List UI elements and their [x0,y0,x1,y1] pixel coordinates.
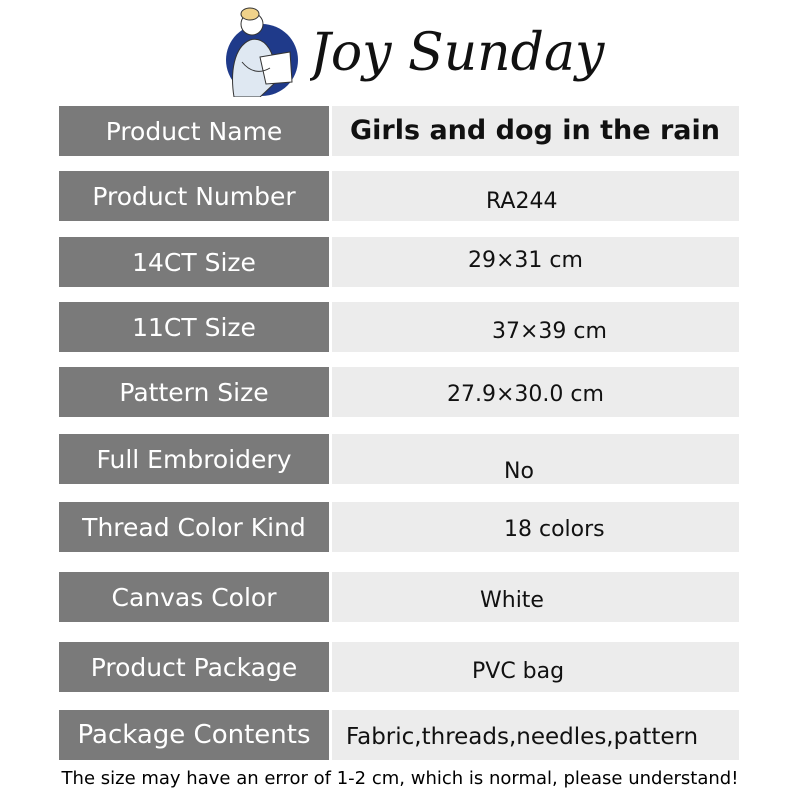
brand-header [0,0,800,100]
spec-value [332,171,739,221]
brand-name: Joy Sunday [310,23,605,83]
spec-label: Thread Color Kind [59,502,329,552]
spec-label: 14CT Size [59,237,329,287]
spec-row-product-package [59,642,739,692]
spec-row-product-name [59,106,739,156]
spec-label: Product Name [59,106,329,156]
spec-label: Product Number [59,171,329,221]
embroidering-woman-logo-icon [220,2,300,97]
spec-value-text: No [504,459,534,484]
spec-row-11ct-size [59,302,739,352]
spec-label: Full Embroidery [59,434,329,484]
size-disclaimer-note: The size may have an error of 1-2 cm, which is normal, please understand! [61,768,739,789]
spec-value [332,434,739,484]
spec-value-text: Fabric,threads,needles,pattern [346,724,699,750]
spec-row-canvas-color [59,572,739,622]
spec-value-text: 37×39 cm [492,319,607,344]
spec-value-text: 27.9×30.0 cm [447,382,604,407]
spec-label: Product Package [59,642,329,692]
spec-value [332,572,739,622]
spec-value-text: RA244 [486,189,558,214]
spec-label: Canvas Color [59,572,329,622]
spec-row-package-contents [59,710,739,760]
spec-row-product-number [59,171,739,221]
brand-wordmark [310,8,610,88]
spec-row-14ct-size [59,237,739,287]
spec-label: 11CT Size [59,302,329,352]
spec-value [332,237,739,287]
spec-label: Pattern Size [59,367,329,417]
spec-row-full-embroidery [59,434,739,484]
spec-value [332,302,739,352]
spec-value-text: 18 colors [504,517,605,542]
spec-value [332,642,739,692]
spec-value-text: White [480,588,544,613]
spec-value [332,106,739,156]
spec-value [332,502,739,552]
spec-value-text: Girls and dog in the rain [350,115,720,146]
spec-row-pattern-size [59,367,739,417]
spec-value-text: PVC bag [472,659,565,684]
spec-value [332,367,739,417]
spec-value [332,710,739,760]
spec-row-thread-color-kind [59,502,739,552]
spec-label: Package Contents [59,710,329,760]
spec-value-text: 29×31 cm [468,248,583,273]
